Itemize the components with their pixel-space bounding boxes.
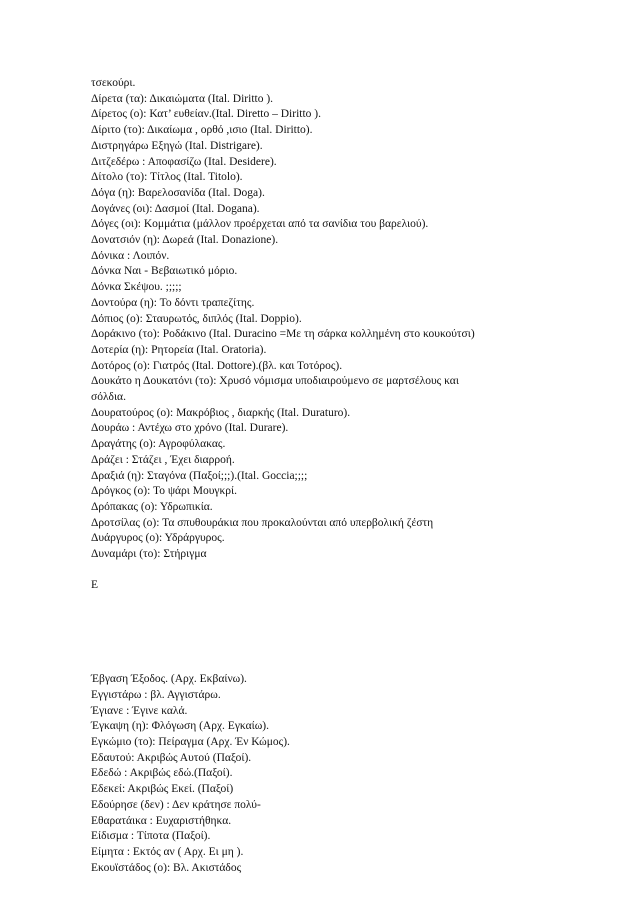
glossary-entry: Δουρατούρος (ο): Μακρόβιος , διαρκής (Ital. Duraturo). — [91, 406, 351, 419]
glossary-entry: Δίτολο (το): Τίτλος (Ital. Titolo). — [91, 171, 243, 184]
glossary-entry: Δουράω : Αντέχω στο χρόνο (Ital. Durare). — [91, 422, 289, 435]
glossary-entry: Διστρηγάρω Εξηγώ (Ital. Distrigare). — [91, 139, 263, 152]
glossary-entry: Είμητα : Εκτός αν ( Αρχ. Ει μη ). — [91, 845, 244, 858]
glossary-entry: τσεκούρι. — [91, 77, 136, 89]
glossary-entry: Εδούρησε (δεν) : Δεν κράτησε πολύ- — [91, 798, 261, 811]
glossary-entry: Δράζει : Στάζει , Έχει διαρροή. — [91, 453, 235, 466]
glossary-entry: Εθαρατάικα : Ευχαριστήθηκα. — [91, 814, 232, 827]
glossary-entry: Δρόπακας (ο): Υδρωπικία. — [91, 500, 213, 513]
glossary-entry: Έγκαψη (η): Φλόγωση (Αρχ. Εγκαίω). — [91, 720, 270, 733]
glossary-entry: Δρόγκος (ο): Το ψάρι Μουγκρί. — [91, 485, 238, 498]
glossary-entry: Δίριτο (το): Δικαίωμα , ορθό ,ισιο (Ital. Diritto). — [91, 124, 313, 137]
glossary-entry: Δοτόρος (ο): Γιατρός (Ital. Dottore).(βλ. και Τοτόρος). — [91, 359, 343, 372]
glossary-entry: Δροτσίλας (ο): Τα σπυθουράκια που προκαλούνται από υπερβολική ζέστη — [91, 516, 434, 529]
glossary-entry: Έβγαση Έξοδος. (Αρχ. Εκβαίνω). — [91, 673, 247, 686]
glossary-entry: Δόνικα : Λοιπόν. — [91, 249, 170, 262]
glossary-entry: Δόγα (η): Βαρελοσανίδα (Ital. Doga). — [91, 186, 265, 199]
glossary-entry: Εκουϊστάδος (ο): Βλ. Ακιστάδος — [91, 861, 242, 874]
section-letter-heading: Ε — [91, 579, 99, 592]
glossary-entry: σόλδια. — [91, 391, 126, 404]
glossary-entry: Δουκάτο η Δουκατόνι (το): Χρυσό νόμισμα υποδιαιρούμενο σε μαρτσέλους και — [91, 375, 459, 388]
glossary-entry: Δραξιά (η): Σταγόνα (Παξοί;;;).(Ital. Goccia;;;; — [91, 469, 308, 482]
glossary-entry: Εδαυτού: Ακριβώς Αυτού (Παξοί). — [91, 751, 252, 764]
glossary-entry: Εδεκεί: Ακριβώς Εκεί. (Παξοί) — [91, 783, 234, 796]
glossary-entry: Δοτερία (η): Ρητορεία (Ital. Oratoria). — [91, 343, 267, 356]
glossary-entry: Διτζεδέρω : Αποφασίζω (Ital. Desidere). — [91, 155, 277, 168]
glossary-entry: Δόνκα Σκέψου. ;;;;; — [91, 281, 182, 294]
glossary-entry: Δίρετος (ο): Κατ’ ευθείαν.(Ital. Diretto – Diritto ). — [91, 108, 321, 121]
glossary-entry: Έγιανε : Έγινε καλά. — [91, 704, 188, 717]
glossary-entry: Δραγάτης (ο): Αγροφύλακας. — [91, 438, 226, 451]
spacer — [91, 594, 561, 672]
glossary-block-delta — [91, 76, 561, 563]
glossary-entry: Δόνκα Ναι - Βεβαιωτικό μόριο. — [91, 265, 238, 278]
glossary-entry: Εδεδώ : Ακριβώς εδώ.(Παξοί). — [91, 767, 233, 780]
glossary-entry: Δυάργυρος (ο): Υδράργυρος. — [91, 532, 225, 545]
spacer — [91, 563, 561, 579]
glossary-entry: Δονατσιόν (η): Δωρεά (Ital. Donazione). — [91, 234, 279, 247]
glossary-entry: Είδισμα : Τίποτα (Παξοί). — [91, 830, 211, 843]
glossary-entry: Εγγιστάρω : βλ. Αγγιστάρω. — [91, 688, 221, 701]
glossary-entry: Δυναμάρι (το): Στήριγμα — [91, 548, 207, 561]
glossary-entry: Εγκώμιο (το): Πείραγμα (Αρχ. Έν Κώμος). — [91, 736, 290, 748]
glossary-entry: Δόγες (οι): Κομμάτια (μάλλον προέρχεται από τα σανίδια του βαρελιού). — [91, 218, 429, 231]
glossary-entry: Δίρετα (τα): Δικαιώματα (Ital. Diritto ). — [91, 92, 274, 105]
glossary-entry: Δογάνες (οι): Δασμοί (Ital. Dogana). — [91, 202, 260, 215]
document-page — [91, 76, 561, 876]
glossary-entry: Δοράκινο (το): Ροδάκινο (Ital. Duracino =Με τη σάρκα κολλημένη στο κουκούτσι) — [91, 328, 475, 341]
glossary-entry: Δόπιος (ο): Σταυρωτός, διπλός (Ital. Doppio). — [91, 312, 302, 325]
glossary-entry: Δοντούρα (η): Το δόντι τραπεζίτης. — [91, 296, 255, 309]
glossary-block-epsilon — [91, 672, 561, 876]
